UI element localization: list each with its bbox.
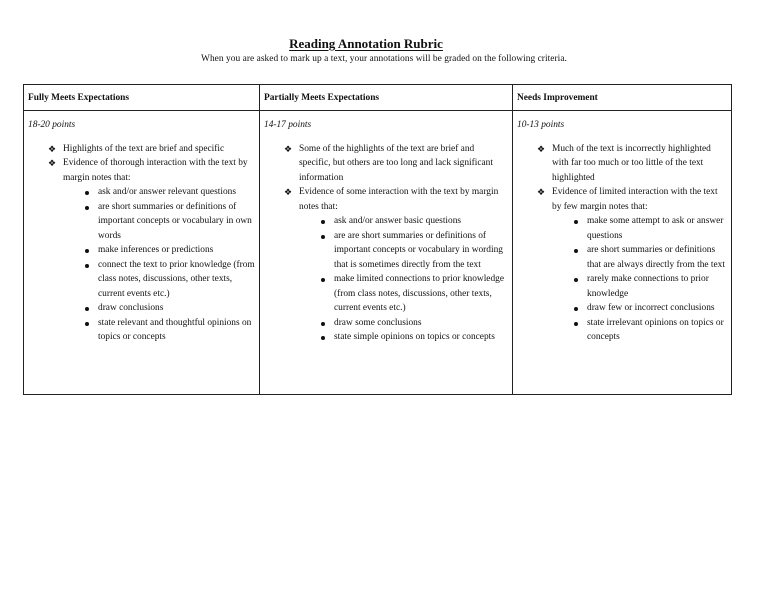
sub-criterion-text: rarely make connections to prior knowledge [587,274,709,299]
points-range: 14-17 points [264,120,312,130]
criterion-text: Highlights of the text are brief and specific [63,143,225,154]
rubric-table [23,84,732,395]
sub-criterion-item [572,214,727,243]
header-row [24,85,732,111]
round-bullet-icon [321,278,325,282]
sub-criterion-text: draw few or incorrect conclusions [587,303,715,313]
sub-criterion-text: state simple opinions on topics or concepts [334,332,495,342]
sub-criterion-item [572,301,727,316]
sub-criterion-text: are short summaries or definitions that are always directly from the text [587,245,725,270]
sub-criterion-text: state relevant and thoughtful opinions on topics or concepts [98,317,252,342]
sub-criterion-item [319,330,508,345]
round-bullet-icon [85,249,89,253]
sub-criteria-list [63,185,255,345]
criteria-list [28,142,255,345]
sub-criterion-text: connect the text to prior knowledge (from class notes, discussions, other texts, current events etc.) [98,259,255,299]
sub-criterion-item [319,229,508,273]
criterion-item [284,185,508,345]
round-bullet-icon [85,206,89,210]
column-header-needs-improvement: Needs Improvement [513,85,732,111]
criterion-text: Evidence of thorough interaction with the text by margin notes that: [63,158,248,183]
sub-criterion-item [83,316,255,345]
sub-criterion-text: make limited connections to prior knowledge (from class notes, discussions, other texts, current events etc.) [334,274,505,313]
sub-criterion-text: are short summaries or definitions of important concepts or vocabulary in own words [98,201,252,241]
document-title: Reading Annotation Rubric [289,36,443,51]
column-header-fully-meets: Fully Meets Expectations [24,85,260,111]
sub-criterion-item [83,301,255,316]
criterion-item [284,142,508,186]
round-bullet-icon [574,278,578,282]
diamond-bullet-icon: ❖ [284,187,293,197]
sub-criterion-text: are are short summaries or definitions of important concepts or vocabulary in wording that is sometimes directly from the text [334,230,503,270]
column-header-partially-meets: Partially Meets Expectations [260,85,513,111]
criterion-text: Much of the text is incorrectly highlighted with far too much or too little of the text highlighted [552,143,711,183]
column-cell [24,111,260,395]
criteria-list [517,142,727,345]
round-bullet-icon [574,307,578,311]
round-bullet-icon [574,220,578,224]
criterion-item [48,142,255,157]
criterion-text: Evidence of limited interaction with the text by few margin notes that: [552,187,718,212]
round-bullet-icon [85,191,89,195]
diamond-bullet-icon: ❖ [284,143,293,154]
sub-criterion-text: draw some conclusions [334,317,422,328]
criterion-text: Evidence of some interaction with the text by margin notes that: [299,187,499,212]
criteria-row [24,111,732,395]
sub-criterion-text: draw conclusions [98,303,164,313]
criterion-item [48,156,255,345]
round-bullet-icon [321,336,325,340]
sub-criterion-item [319,316,508,331]
diamond-bullet-icon: ❖ [48,143,57,154]
document-subtitle: When you are asked to mark up a text, your annotations will be graded on the following criteria. [201,54,567,64]
sub-criteria-list [552,214,727,345]
sub-criterion-text: make inferences or predictions [98,245,214,255]
sub-criterion-text: ask and/or answer basic questions [334,216,462,226]
sub-criterion-text: ask and/or answer relevant questions [98,187,236,197]
sub-criterion-item [83,185,255,200]
sub-criterion-item [319,214,508,229]
round-bullet-icon [85,307,89,311]
column-cell [513,111,732,395]
round-bullet-icon [85,322,89,326]
diamond-bullet-icon: ❖ [537,143,546,154]
diamond-bullet-icon: ❖ [48,158,57,168]
sub-criterion-item [572,243,727,272]
points-range: 18-20 points [28,120,76,130]
sub-criterion-item [83,243,255,258]
sub-criteria-list [299,214,508,345]
sub-criterion-text: make some attempt to ask or answer questions [587,216,724,241]
sub-criterion-item [319,272,508,316]
round-bullet-icon [321,235,325,239]
round-bullet-icon [321,220,325,224]
sub-criterion-text: state irrelevant opinions on topics or concepts [587,317,724,342]
diamond-bullet-icon: ❖ [537,187,546,197]
criterion-item [537,142,727,186]
round-bullet-icon [574,322,578,326]
round-bullet-icon [321,322,325,326]
sub-criterion-item [572,316,727,345]
round-bullet-icon [85,264,89,268]
round-bullet-icon [574,249,578,253]
sub-criterion-item [83,200,255,244]
sub-criterion-item [572,272,727,301]
criterion-text: Some of the highlights of the text are brief and specific, but others are too long and lack significant information [299,143,493,183]
criteria-list [264,142,508,345]
column-cell [260,111,513,395]
sub-criterion-item [83,258,255,302]
points-range: 10-13 points [517,120,565,130]
criterion-item [537,185,727,345]
